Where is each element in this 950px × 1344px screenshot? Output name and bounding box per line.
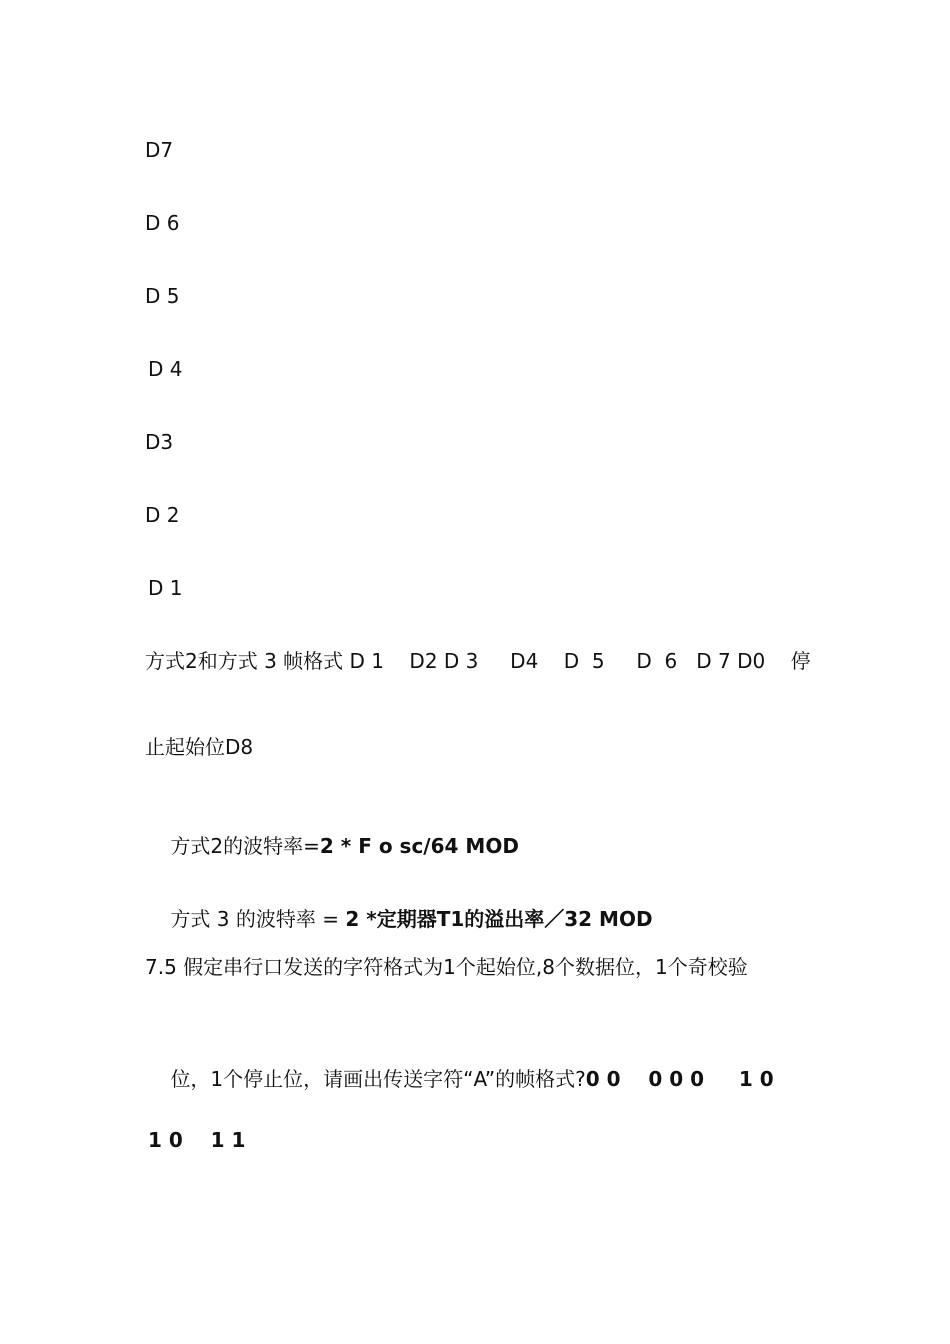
question-7-5-text: 位，1个停止位，请画出传送字符“A”的帧格式? bbox=[170, 1067, 586, 1091]
text-line-d1: D 1 bbox=[148, 576, 183, 600]
mode2-baud-rate-line bbox=[145, 807, 519, 885]
text-line-d7: D7 bbox=[145, 138, 174, 162]
mode3-baud-formula: 2 *定期器T1的溢出率／32 MOD bbox=[345, 907, 653, 931]
frame-bits-part-1: 0 0 0 0 0 1 0 bbox=[585, 1067, 774, 1091]
text-line-d2: D 2 bbox=[145, 503, 180, 527]
mode3-baud-rate-line bbox=[145, 880, 653, 958]
text-line-d3: D3 bbox=[145, 430, 174, 454]
mode2-baud-label: 方式2的波特率= bbox=[170, 834, 320, 858]
text-line-d5: D 5 bbox=[145, 284, 180, 308]
question-7-5-line-2 bbox=[145, 1040, 774, 1118]
mode23-frame-line-2: 止起始位D8 bbox=[145, 735, 254, 759]
text-line-d4: D 4 bbox=[148, 357, 183, 381]
question-7-5-line-1: 7.5 假定串行口发送的字符格式为1个起始位,8个数据位，1个奇校验 bbox=[145, 955, 748, 979]
mode2-baud-formula: 2 * F o sc/64 MOD bbox=[319, 834, 519, 858]
mode23-frame-line-1: 方式2和方式 3 帧格式 D 1 D2 D 3 D4 D 5 D 6 D 7 D0 停 bbox=[145, 649, 811, 673]
text-line-d6: D 6 bbox=[145, 211, 180, 235]
mode3-baud-label: 方式 3 的波特率 = bbox=[170, 907, 346, 931]
frame-bits-part-2: 1 0 1 1 bbox=[148, 1128, 246, 1152]
